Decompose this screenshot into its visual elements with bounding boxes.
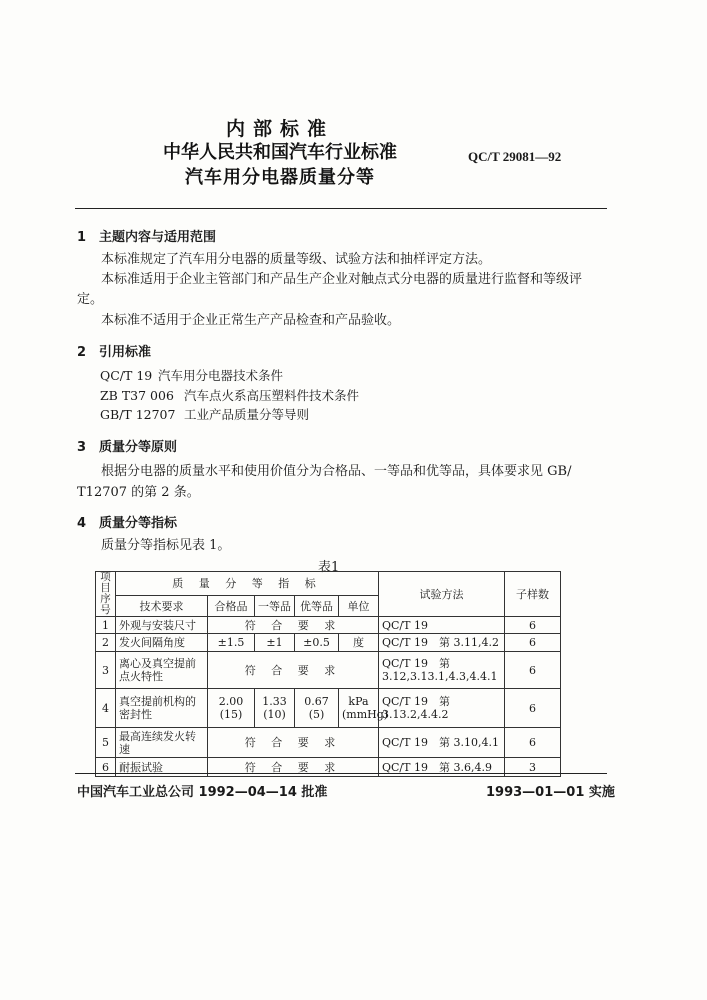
header-first-grade: 一等品 — [255, 596, 295, 617]
value-mmhg: (15) — [219, 708, 243, 721]
cell-method: QC/T 19 第 3.13.2,4.4.2 — [379, 689, 505, 728]
cell-merged-requirement: 符 合 要 求 — [208, 758, 379, 777]
table-caption: 表1 — [318, 560, 340, 575]
implementation-date: 1993—01—01 实施 — [486, 785, 615, 800]
section-3-paragraph: 根据分电器的质量水平和使用价值分为合格品、一等品和优等品，具体要求见 GB/ — [101, 464, 572, 479]
section-4-heading — [77, 512, 177, 531]
header-qualified: 合格品 — [208, 596, 255, 617]
cell-samples: 3 — [505, 758, 561, 777]
cell-no: 1 — [96, 617, 116, 634]
reference-title: 汽车用分电器技术条件 — [158, 368, 284, 383]
document-title: 汽车用分电器质量分等 — [185, 167, 375, 188]
cell-merged-requirement: 符 合 要 求 — [208, 617, 379, 634]
cell-no: 6 — [96, 758, 116, 777]
cell-samples: 6 — [505, 617, 561, 634]
cell-no: 2 — [96, 634, 116, 652]
header-quality-group: 质 量 分 等 指 标 — [116, 572, 379, 596]
section-number: 2 — [77, 345, 87, 360]
unit-alt: (mmHg) — [342, 708, 389, 721]
standard-code: QC/T 29081—92 — [468, 149, 562, 164]
cell-no: 4 — [96, 689, 116, 728]
cell-unit: 度 — [339, 634, 379, 652]
section-4-paragraph: 质量分等指标见表 1。 — [101, 538, 231, 553]
cell-method: QC/T 19 第 3.10,4.1 — [379, 728, 505, 758]
section-1-paragraph-1: 本标准规定了汽车用分电器的质量等级、试验方法和抽样评定方法。 — [101, 252, 492, 267]
reference-item — [100, 366, 283, 384]
table-row — [96, 617, 561, 634]
value: 0.67 — [304, 695, 329, 708]
section-title: 引用标准 — [99, 345, 152, 360]
cell-tech: 最高连续发火转速 — [116, 728, 208, 758]
value: 1.33 — [262, 695, 287, 708]
unit: kPa — [348, 695, 369, 708]
header-sample-count: 子样数 — [505, 572, 561, 617]
reference-item — [100, 386, 359, 404]
cell-premium: ±0.5 — [295, 634, 339, 652]
reference-title: 工业产品质量分等导则 — [184, 407, 310, 422]
approval-line: 中国汽车工业总公司 1992—04—14 批准 — [77, 785, 328, 800]
cell-method: QC/T 19 第 3.6,4.9 — [379, 758, 505, 777]
header-tech-req: 技术要求 — [116, 596, 208, 617]
value: 2.00 — [218, 695, 244, 708]
cell-merged-requirement: 符 合 要 求 — [208, 652, 379, 689]
cell-no: 5 — [96, 728, 116, 758]
cell-tech: 发火间隔角度 — [116, 634, 208, 652]
quality-grade-table — [95, 571, 561, 777]
cell-first: ±1 — [255, 634, 295, 652]
cell-qualified: ±1.5 — [208, 634, 255, 652]
cell-tech: 离心及真空提前点火特性 — [116, 652, 208, 689]
table-row — [96, 728, 561, 758]
reference-code: GB/T 12707 — [100, 407, 176, 422]
cell-samples: 6 — [505, 689, 561, 728]
section-title: 主题内容与适用范围 — [99, 230, 217, 245]
cell-tech: 真空提前机构的密封性 — [116, 689, 208, 728]
table-row — [96, 652, 561, 689]
reference-item — [100, 405, 309, 423]
cell-tech: 外观与安装尺寸 — [116, 617, 208, 634]
cell-qualified — [208, 689, 255, 728]
section-1-heading — [77, 226, 216, 245]
section-title: 质量分等指标 — [99, 516, 178, 531]
table-row — [96, 634, 561, 652]
section-number: 4 — [77, 516, 87, 531]
section-3-heading — [77, 436, 177, 455]
section-1-paragraph-2-cont: 定。 — [77, 292, 104, 307]
cell-unit — [339, 689, 389, 728]
section-1-paragraph-2: 本标准适用于企业主管部门和产品生产企业对触点式分电器的质量进行监督和等级评 — [101, 272, 583, 287]
cell-method: QC/T 19 第 3.11,4.2 — [379, 634, 505, 652]
value-mmhg: (10) — [263, 708, 286, 721]
cell-samples: 6 — [505, 652, 561, 689]
cell-samples: 6 — [505, 634, 561, 652]
section-number: 3 — [77, 440, 87, 455]
cell-merged-requirement: 符 合 要 求 — [208, 728, 379, 758]
reference-title: 汽车点火系高压塑料件技术条件 — [184, 388, 360, 403]
cell-tech: 耐振试验 — [116, 758, 208, 777]
section-1-paragraph-3: 本标准不适用于企业正常生产产品检查和产品验收。 — [101, 313, 401, 328]
cell-first — [255, 689, 295, 728]
header-rule — [75, 208, 607, 209]
reference-code: ZB T37 006 — [100, 388, 174, 403]
footer-rule — [75, 773, 607, 774]
value-mmhg: (5) — [308, 708, 325, 721]
cell-no: 3 — [96, 652, 116, 689]
header-line-1: 内部标准 — [225, 118, 334, 140]
section-number: 1 — [77, 230, 87, 245]
section-2-heading — [77, 341, 151, 360]
header-premium: 优等品 — [295, 596, 339, 617]
cell-premium — [295, 689, 339, 728]
header-unit: 单位 — [339, 596, 379, 617]
header-seq: 项目序号 — [96, 572, 116, 617]
section-title: 质量分等原则 — [99, 440, 178, 455]
cell-method: QC/T 19 — [379, 617, 505, 634]
table-header-row — [96, 572, 561, 596]
table-row — [96, 689, 561, 728]
header-test-method: 试验方法 — [379, 572, 505, 617]
cell-samples: 6 — [505, 728, 561, 758]
header-line-2: 中华人民共和国汽车行业标准 — [163, 142, 397, 163]
reference-code: QC/T 19 — [100, 368, 153, 383]
cell-method: QC/T 19 第 3.12,3.13.1,4.3,4.4.1 — [379, 652, 505, 689]
section-3-paragraph-cont: T12707 的第 2 条。 — [77, 485, 200, 500]
